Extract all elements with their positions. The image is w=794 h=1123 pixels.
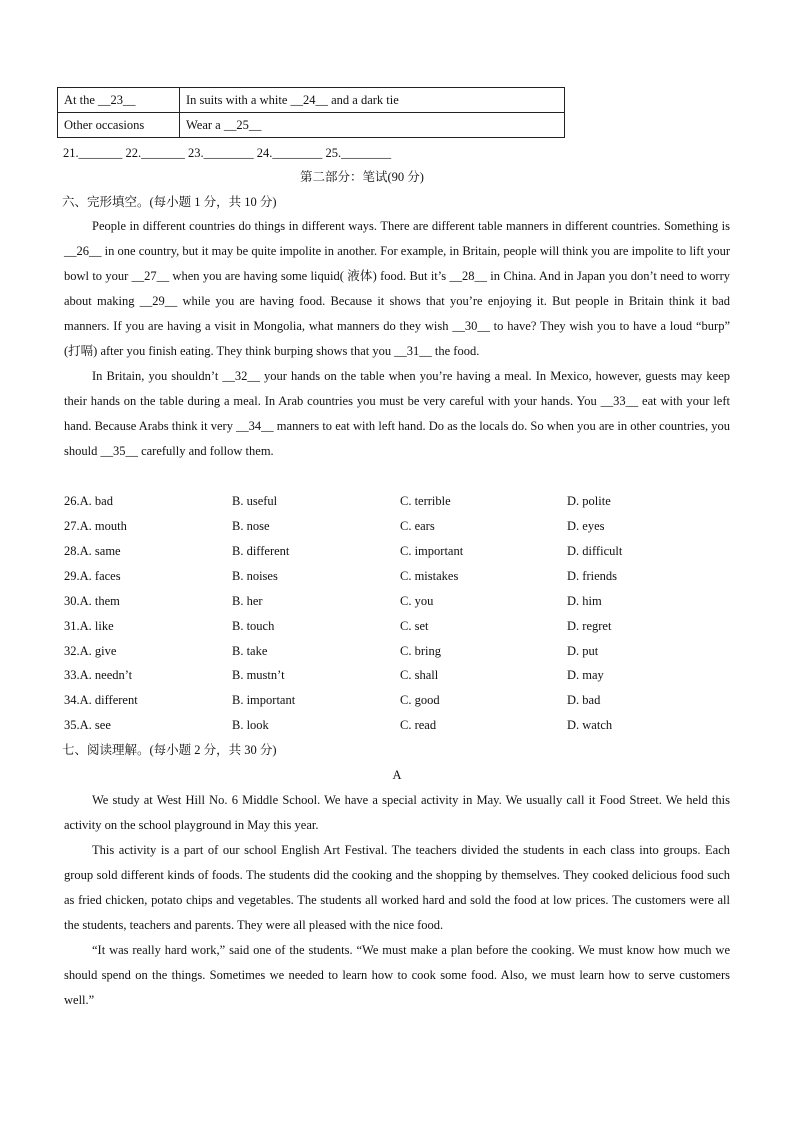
option-a: 28.A. same bbox=[64, 544, 121, 558]
option-c: C. ears bbox=[400, 519, 435, 533]
option-d: D. him bbox=[567, 594, 602, 608]
option-b: B. her bbox=[232, 594, 263, 608]
option-c: C. you bbox=[400, 594, 434, 608]
cloze-paragraph: In Britain, you shouldn’t __32__ your hands on the table when you’re having a meal. In Mexico, however, guests may keep their hands on the table during a meal. In Arab countries you must be very careful with your hands. You __33__ eat with your left hand. Because Arabs think it very __34__ manners to eat with left hand. Do as the locals do. So when you are in other countries, you should __35__ carefully and follow them. bbox=[64, 369, 730, 458]
section7-heading: 七、阅读理解。(每小题 2 分，共 30 分) bbox=[62, 743, 277, 757]
option-b: B. nose bbox=[232, 519, 270, 533]
option-c: C. set bbox=[400, 619, 429, 633]
option-a: 26.A. bad bbox=[64, 494, 113, 508]
option-b: B. useful bbox=[232, 494, 278, 508]
option-a: 33.A. needn’t bbox=[64, 668, 133, 682]
table-cell: Wear a __25__ bbox=[180, 113, 565, 138]
option-b: B. take bbox=[232, 644, 268, 658]
table-row bbox=[58, 113, 565, 138]
option-c: C. important bbox=[400, 544, 464, 558]
option-c: C. terrible bbox=[400, 494, 451, 508]
option-a: 29.A. faces bbox=[64, 569, 121, 583]
option-a: 31.A. like bbox=[64, 619, 114, 633]
reading-paragraph: We study at West Hill No. 6 Middle School. We have a special activity in May. We usually call it Food Street. We held this activity on the school playground in May this year. bbox=[64, 793, 730, 832]
option-c: C. good bbox=[400, 693, 440, 707]
option-a: 27.A. mouth bbox=[64, 519, 127, 533]
option-d: D. put bbox=[567, 644, 599, 658]
option-d: D. difficult bbox=[567, 544, 623, 558]
option-b: B. noises bbox=[232, 569, 278, 583]
option-b: B. important bbox=[232, 693, 296, 707]
option-d: D. friends bbox=[567, 569, 617, 583]
passage-label: A bbox=[392, 768, 402, 782]
table-cell: Other occasions bbox=[58, 113, 180, 138]
table-cell: In suits with a white __24__ and a dark tie bbox=[180, 88, 565, 113]
dress-code-table bbox=[57, 87, 565, 138]
option-d: D. eyes bbox=[567, 519, 605, 533]
option-a: 32.A. give bbox=[64, 644, 117, 658]
option-c: C. read bbox=[400, 718, 437, 732]
reading-passage bbox=[64, 788, 730, 1013]
option-b: B. different bbox=[232, 544, 290, 558]
option-b: B. look bbox=[232, 718, 269, 732]
option-b: B. touch bbox=[232, 619, 275, 633]
section6-heading: 六、完形填空。(每小题 1 分，共 10 分) bbox=[62, 195, 277, 209]
answer-blanks-line: 21._______ 22._______ 23.________ 24.________ 25.________ bbox=[63, 146, 392, 160]
cloze-paragraph: People in different countries do things in different ways. There are different table manners in different countries. Something is __26__ in one country, but it may be quite impolite in another. For example, in Britain, people will think you are impolite to lift your bowl to your __27__ when you are having some liquid( 液体) food. But it’s __28__ in China. And in Japan you don’t need to worry about making __29__ while you are having food. Because it shows that you’re enjoying it. But people in Britain think it bad manners. If you are having a visit in Mongolia, what manners do they wish __30__ to have? They wish you to have a loud “burp” (打嗝) after you finish eating. They think burping shows that you __31__ the food. bbox=[64, 219, 730, 358]
option-d: D. regret bbox=[567, 619, 612, 633]
option-c: C. bring bbox=[400, 644, 441, 658]
table-row bbox=[58, 88, 565, 113]
option-b: B. mustn’t bbox=[232, 668, 285, 682]
option-a: 34.A. different bbox=[64, 693, 138, 707]
option-d: D. watch bbox=[567, 718, 613, 732]
option-a: 35.A. see bbox=[64, 718, 111, 732]
option-c: C. mistakes bbox=[400, 569, 459, 583]
option-d: D. polite bbox=[567, 494, 611, 508]
option-d: D. may bbox=[567, 668, 604, 682]
option-c: C. shall bbox=[400, 668, 439, 682]
option-d: D. bad bbox=[567, 693, 601, 707]
option-a: 30.A. them bbox=[64, 594, 120, 608]
part2-title: 第二部分：笔试(90 分) bbox=[300, 170, 424, 184]
reading-paragraph: “It was really hard work,” said one of the students. “We must make a plan before the cooking. We must know how much we should spend on the things. Sometimes we needed to learn how to cook some food. Also, we must learn how to serve customers well.” bbox=[64, 943, 730, 1007]
cloze-passage bbox=[64, 214, 730, 464]
table-cell: At the __23__ bbox=[58, 88, 180, 113]
reading-paragraph: This activity is a part of our school English Art Festival. The teachers divided the students in each class into groups. Each group sold different kinds of foods. The students did the cooking and the shopping by themselves. They cooked delicious food such as fried chicken, potato chips and vegetables. The students all worked hard and sold the food at low prices. The customers were all the students, teachers and parents. They were all pleased with the nice food. bbox=[64, 843, 730, 932]
